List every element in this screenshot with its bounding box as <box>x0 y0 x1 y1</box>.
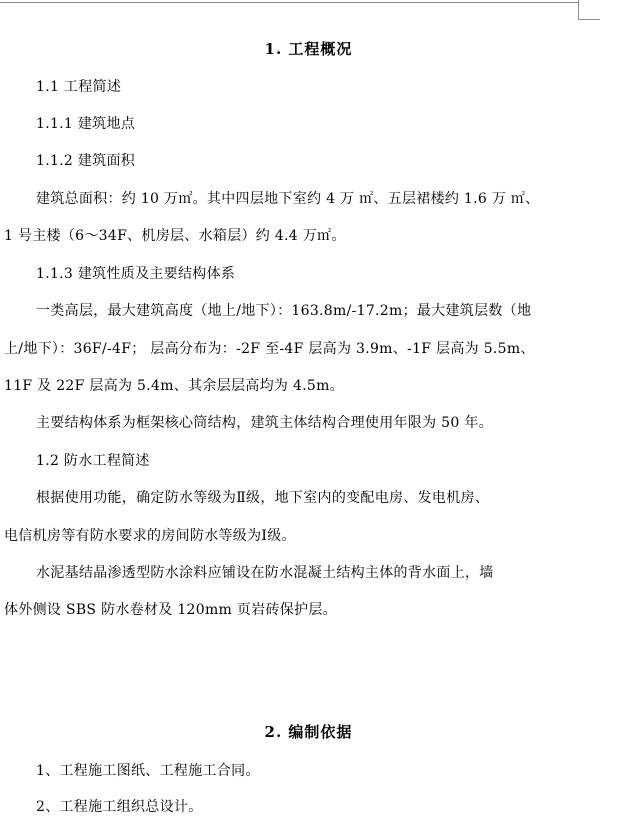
coating-paragraph-line-2: 体外侧设 SBS 防水卷材及 120mm 页岩砖保护层。 <box>4 602 337 618</box>
page-corner-mark-vertical <box>578 0 579 20</box>
waterproof-paragraph-line-1: 根据使用功能，确定防水等级为Ⅱ级，地下室内的变配电房、发电机房、 <box>36 490 490 506</box>
subsection-1-1: 1.1 工程简述 <box>36 79 122 95</box>
page-top-border <box>0 2 578 3</box>
area-paragraph-line-1: 建筑总面积：约 10 万㎡。其中四层地下室约 4 万 ㎡、五层裙楼约 1.6 万 ㎡、 <box>36 191 540 207</box>
basis-item-1: 1、工程施工图纸、工程施工合同。 <box>36 763 260 779</box>
subsection-1-2: 1.2 防水工程简述 <box>36 453 150 469</box>
nature-paragraph-line-1: 一类高层，最大建筑高度（地上/地下）：163.8m/-17.2m；最大建筑层数（地 <box>36 303 532 319</box>
subsection-1-1-3: 1.1.3 建筑性质及主要结构体系 <box>36 266 236 282</box>
waterproof-paragraph-line-2: 电信机房等有防水要求的房间防水等级为Ⅰ级。 <box>4 528 296 544</box>
nature-paragraph-line-2: 上/地下）：36F/-4F； 层高分布为：-2F 至-4F 层高为 3.9m、-1F 层高为 5.5m、 <box>4 341 535 357</box>
subsection-1-1-2: 1.1.2 建筑面积 <box>36 153 136 169</box>
structure-paragraph: 主要结构体系为框架核心筒结构，建筑主体结构合理使用年限为 50 年。 <box>36 415 493 431</box>
area-paragraph-line-2: 1 号主楼（6～34F、机房层、水箱层）约 4.4 万㎡。 <box>4 228 346 244</box>
section-1-heading: 1. 工程概况 <box>264 40 353 58</box>
section-2-heading: 2. 编制依据 <box>264 723 353 741</box>
subsection-1-1-1: 1.1.1 建筑地点 <box>36 116 136 132</box>
coating-paragraph-line-1: 水泥基结晶渗透型防水涂料应铺设在防水混凝土结构主体的背水面上，墙 <box>36 565 494 581</box>
page-corner-mark-horizontal <box>578 19 600 20</box>
nature-paragraph-line-3: 11F 及 22F 层高为 5.4m、其余层层高均为 4.5m。 <box>4 378 344 394</box>
basis-item-2: 2、工程施工组织总设计。 <box>36 799 203 815</box>
